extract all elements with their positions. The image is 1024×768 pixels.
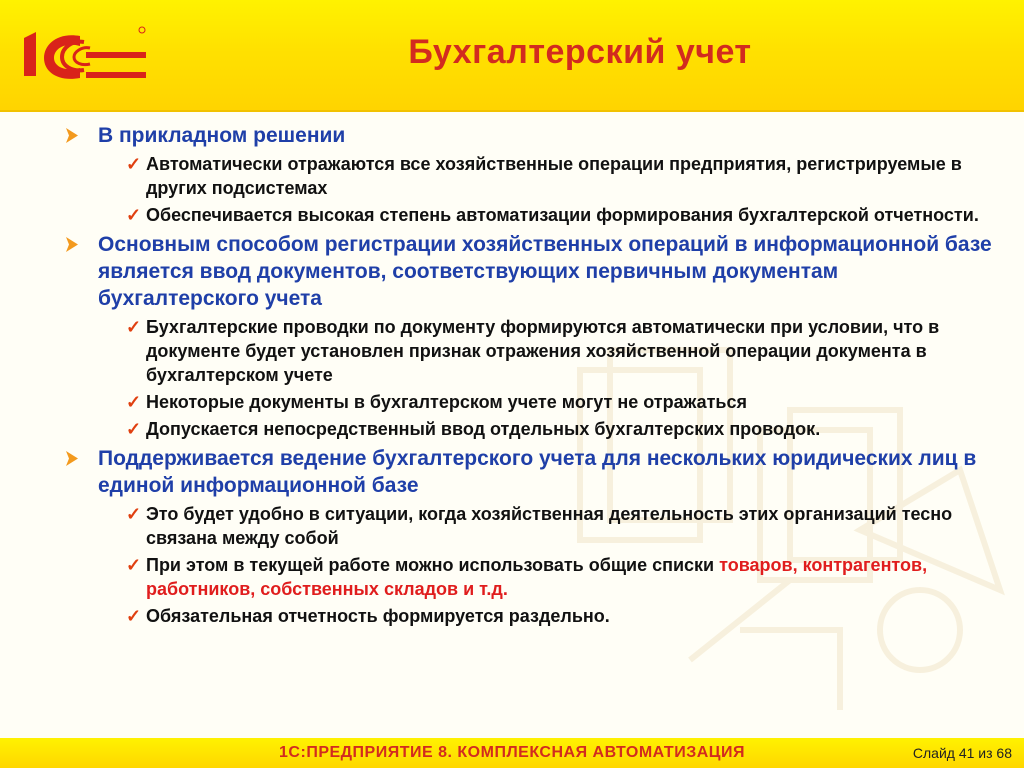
section-heading: Поддерживается ведение бухгалтерского учета для нескольких юридических лиц в единой информационной базе	[66, 445, 996, 499]
header-divider	[0, 110, 1024, 112]
checkmark-icon: ✓	[126, 154, 142, 174]
checkmark-icon: ✓	[126, 317, 142, 337]
header-band	[0, 0, 1024, 110]
list-item: ✓ Допускается непосредственный ввод отдельных бухгалтерских проводок.	[126, 419, 821, 439]
section-heading: В прикладном решении	[66, 122, 996, 149]
1c-logo-icon	[20, 22, 150, 88]
checkmark-icon: ✓	[126, 606, 142, 626]
page-title: Бухгалтерский учет	[408, 33, 752, 71]
checkmark-icon: ✓	[126, 504, 142, 524]
arrow-bullet-icon	[66, 128, 78, 143]
list-item: ✓ Обязательная отчетность формируется раздельно.	[126, 606, 610, 626]
checkmark-icon: ✓	[126, 392, 142, 412]
slide-counter: Слайд 41 из 68	[912, 745, 1012, 761]
list-item: ✓ Обеспечивается высокая степень автоматизации формирования бухгалтерской отчетности.	[126, 205, 979, 225]
checkmark-icon: ✓	[126, 419, 142, 439]
content-area	[66, 118, 996, 628]
checkmark-icon: ✓	[126, 555, 142, 575]
list-item: ✓ При этом в текущей работе можно использовать общие списки товаров, контрагентов, работников, собственных складов и т.д.	[126, 555, 928, 599]
footer-title: 1С:ПРЕДПРИЯТИЕ 8. КОМПЛЕКСНАЯ АВТОМАТИЗАЦИЯ	[279, 744, 745, 761]
list-item: ✓ Некоторые документы в бухгалтерском учете могут не отражаться	[126, 392, 747, 412]
arrow-bullet-icon	[66, 451, 78, 466]
list-item: ✓ Бухгалтерские проводки по документу формируются автоматически при условии, что в документе будет установлен признак отражения хозяйственной операции документа в бухгалтерском учете	[126, 317, 940, 385]
list-item: ✓ Автоматически отражаются все хозяйственные операции предприятия, регистрируемые в других подсистемах	[126, 154, 962, 198]
footer-band	[0, 738, 1024, 768]
arrow-bullet-icon	[66, 237, 78, 252]
checkmark-icon: ✓	[126, 205, 142, 225]
list-item: ✓ Это будет удобно в ситуации, когда хозяйственная деятельность этих организаций тесно связана между собой	[126, 504, 953, 548]
section-heading: Основным способом регистрации хозяйственных операций в информационной базе является ввод документов, соответствующих первичным документам бухгалтерского учета	[66, 231, 996, 312]
highlight-text: товаров, контрагентов, работников, собственных складов и т.д.	[146, 555, 928, 599]
